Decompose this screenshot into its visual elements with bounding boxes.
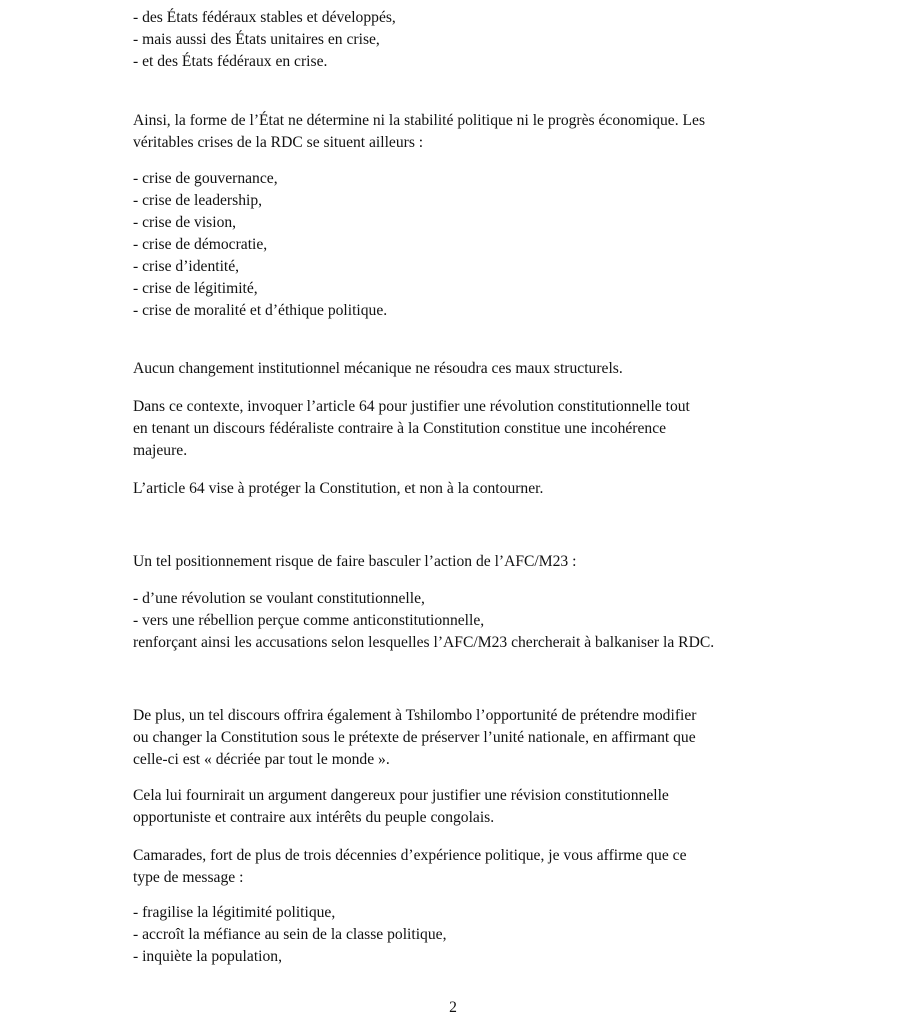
paragraph-line: De plus, un tel discours offrira également à Tshilombo l’opportunité de prétendre modifier xyxy=(133,707,697,724)
paragraph-line: véritables crises de la RDC se situent ailleurs : xyxy=(133,134,424,151)
paragraph-line: renforçant ainsi les accusations selon lesquelles l’AFC/M23 chercherait à balkaniser la RDC. xyxy=(133,634,715,651)
paragraph-line: Dans ce contexte, invoquer l’article 64 pour justifier une révolution constitutionnelle tout xyxy=(133,398,690,415)
list-item: - accroît la méfiance au sein de la classe politique, xyxy=(133,926,447,943)
paragraph-line: Aucun changement institutionnel mécanique ne résoudra ces maux structurels. xyxy=(133,360,623,377)
list-item: - d’une révolution se voulant constitutionnelle, xyxy=(133,590,425,607)
paragraph-cela xyxy=(133,785,783,829)
list-item: - et des États fédéraux en crise. xyxy=(133,53,328,70)
paragraph-line: Un tel positionnement risque de faire basculer l’action de l’AFC/M23 : xyxy=(133,553,577,570)
paragraph-line: ou changer la Constitution sous le prétexte de préserver l’unité nationale, en affirmant que xyxy=(133,729,696,746)
list-item: - vers une rébellion perçue comme anticonstitutionnelle, xyxy=(133,612,485,629)
paragraph-article xyxy=(133,478,783,500)
paragraph-line: Cela lui fournirait un argument dangereux pour justifier une révision constitutionnelle xyxy=(133,787,669,804)
effects-list xyxy=(133,902,783,968)
paragraph-line: Camarades, fort de plus de trois décennies d’expérience politique, je vous affirme que ce xyxy=(133,847,687,864)
paragraph-deplus xyxy=(133,705,783,771)
list-item: - crise de vision, xyxy=(133,214,237,231)
list-item: - des États fédéraux stables et développés, xyxy=(133,9,396,26)
list-item: - crise de gouvernance, xyxy=(133,170,278,187)
crises-list xyxy=(133,168,783,322)
paragraph-ainsi xyxy=(133,110,783,154)
paragraph-positionnement xyxy=(133,551,783,573)
paragraph-line: opportuniste et contraire aux intérêts du peuple congolais. xyxy=(133,809,495,826)
paragraph-line: celle-ci est « décriée par tout le monde ». xyxy=(133,751,390,768)
bascule-list xyxy=(133,588,783,654)
paragraph-line: majeure. xyxy=(133,442,188,459)
page-number: 2 xyxy=(449,999,457,1016)
paragraph-camarades xyxy=(133,845,783,889)
list-item: - crise de légitimité, xyxy=(133,280,258,297)
list-item: - crise de démocratie, xyxy=(133,236,268,253)
list-item: - crise de leadership, xyxy=(133,192,263,209)
paragraph-line: L’article 64 vise à protéger la Constitution, et non à la contourner. xyxy=(133,480,544,497)
list-item: - mais aussi des États unitaires en crise, xyxy=(133,31,380,48)
list-item: - fragilise la légitimité politique, xyxy=(133,904,336,921)
list-item: - inquiète la population, xyxy=(133,948,282,965)
intro-list xyxy=(133,7,783,73)
list-item: - crise d’identité, xyxy=(133,258,240,275)
list-item: - crise de moralité et d’éthique politique. xyxy=(133,302,388,319)
paragraph-line: type de message : xyxy=(133,869,244,886)
paragraph-line: en tenant un discours fédéraliste contraire à la Constitution constitue une incohérence xyxy=(133,420,667,437)
paragraph-contexte xyxy=(133,396,783,462)
paragraph-aucun xyxy=(133,358,783,380)
paragraph-line: Ainsi, la forme de l’État ne détermine ni la stabilité politique ni le progrès économique. Les xyxy=(133,112,706,129)
